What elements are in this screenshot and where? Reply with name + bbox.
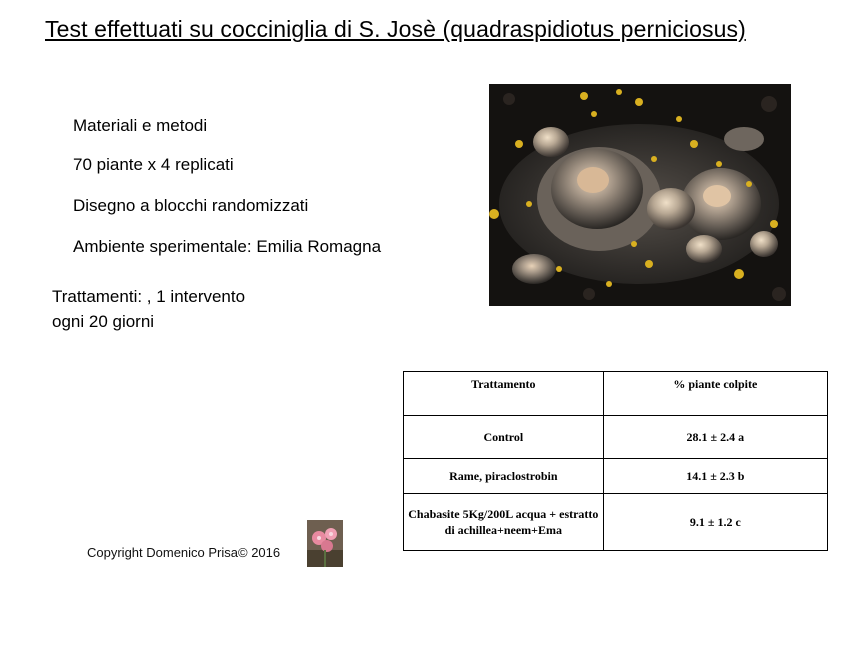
item-plants: 70 piante x 4 replicati — [73, 155, 234, 174]
row-treatment: Rame, piraclostrobin — [404, 459, 604, 494]
results-table — [403, 371, 828, 551]
header-percent-affected: % piante colpite — [603, 372, 827, 416]
treatments-text — [52, 284, 245, 334]
treatments-line-2: ogni 20 giorni — [52, 312, 155, 331]
row-treatment: Chabasite 5Kg/200L acqua + estratto di achillea+neem+Ema — [404, 494, 604, 551]
row-value: 28.1 ± 2.4 a — [603, 416, 827, 459]
table-row — [404, 416, 828, 459]
item-design: Disegno a blocchi randomizzati — [73, 196, 309, 215]
copyright-text: Copyright Domenico Prisa© 2016 — [87, 545, 281, 560]
slide-title: Test effettuati su cocciniglia di S. Josè (quadraspidiotus perniciosus) — [45, 16, 746, 42]
row-value: 9.1 ± 1.2 c — [603, 494, 827, 551]
item-materials: Materiali e metodi — [73, 116, 208, 135]
flower-thumbnail — [307, 520, 343, 567]
table-header-row — [404, 372, 828, 416]
row-value: 14.1 ± 2.3 b — [603, 459, 827, 494]
item-environment: Ambiente sperimentale: Emilia Romagna — [73, 237, 382, 256]
table-row — [404, 494, 828, 551]
row-treatment: Control — [404, 416, 604, 459]
header-treatment: Trattamento — [404, 372, 604, 416]
treatments-line-1: Trattamenti: , 1 intervento — [52, 287, 246, 306]
scale-insect-photo — [489, 84, 791, 306]
table-row — [404, 459, 828, 494]
